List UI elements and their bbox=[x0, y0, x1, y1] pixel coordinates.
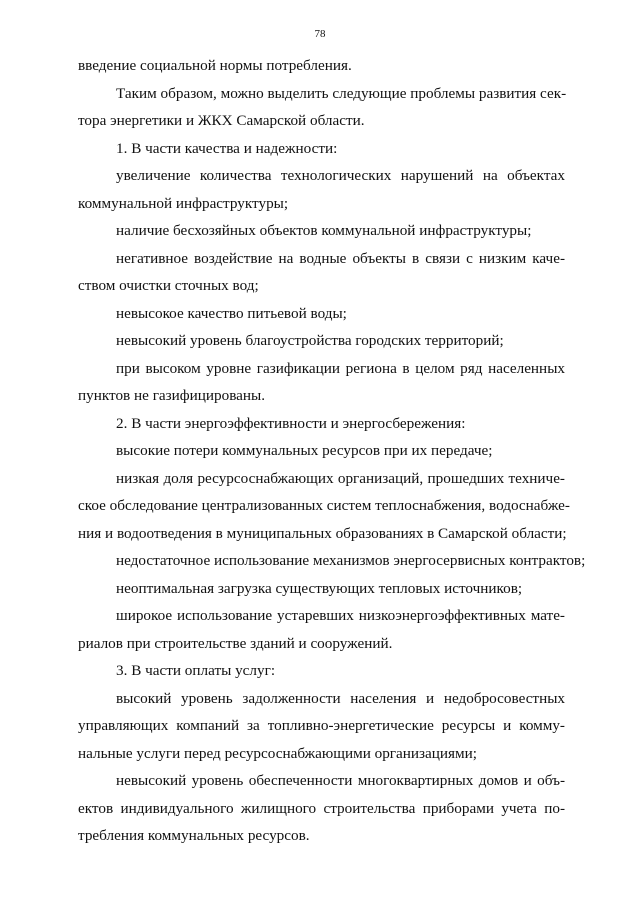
text-line: невысокий уровень благоустройства городских территорий; bbox=[116, 332, 504, 349]
page-number: 78 bbox=[314, 28, 326, 40]
text-line: высокий уровень задолженности населения и недобросовестных bbox=[116, 689, 565, 707]
text-line: ния и водоотведения в муниципальных образованиях в Самарской области; bbox=[78, 524, 567, 542]
text-line: невысокий уровень обеспеченности многоквартирных домов и объ- bbox=[116, 772, 565, 789]
text-line: невысокое качество питьевой воды; bbox=[116, 304, 347, 322]
text-line: введение социальной нормы потребления. bbox=[78, 57, 352, 74]
text-line: управляющих компаний за топливно-энергетические ресурсы и комму- bbox=[78, 717, 565, 734]
text-line: пунктов не газифицированы. bbox=[78, 387, 266, 404]
text-line: неоптимальная загрузка существующих тепловых источников; bbox=[116, 579, 523, 597]
text-line: увеличение количества технологических нарушений на объектах bbox=[116, 167, 565, 184]
text-line: недостаточное использование механизмов энергосервисных контрактов; bbox=[116, 552, 586, 569]
text-line: риалов при строительстве зданий и сооружений. bbox=[78, 634, 393, 652]
text-line: низкая доля ресурсоснабжающих организаций, прошедших техниче- bbox=[116, 469, 565, 487]
section-heading: 1. В части качества и надежности: bbox=[116, 139, 338, 157]
text-line: тора энергетики и ЖКХ Самарской области. bbox=[78, 112, 365, 129]
text-line: высокие потери коммунальных ресурсов при их передаче; bbox=[116, 442, 493, 459]
text-line: широкое использование устаревших низкоэнергоэффективных мате- bbox=[116, 607, 565, 624]
text-line: негативное воздействие на водные объекты в связи с низким каче- bbox=[116, 249, 565, 267]
text-line: требления коммунальных ресурсов. bbox=[78, 827, 310, 844]
text-line: ектов индивидуального жилищного строительства приборами учета по- bbox=[78, 799, 565, 817]
section-heading: 3. В части оплаты услуг: bbox=[116, 662, 276, 679]
document-body bbox=[78, 57, 586, 855]
text-line: нальные услуги перед ресурсоснабжающими организациями; bbox=[78, 744, 477, 762]
text-line: при высоком уровне газификации региона в целом ряд населенных bbox=[116, 359, 565, 377]
text-line: наличие бесхозяйных объектов коммунальной инфраструктуры; bbox=[116, 222, 532, 239]
text-line: ское обследование централизованных систем теплоснабжения, водоснабже- bbox=[78, 497, 570, 514]
section-heading: 2. В части энергоэффективности и энергосбережения: bbox=[116, 414, 466, 432]
text-line: коммунальной инфраструктуры; bbox=[78, 194, 289, 212]
text-line: Таким образом, можно выделить следующие проблемы развития сек- bbox=[116, 84, 567, 102]
text-line: ством очистки сточных вод; bbox=[78, 277, 259, 294]
